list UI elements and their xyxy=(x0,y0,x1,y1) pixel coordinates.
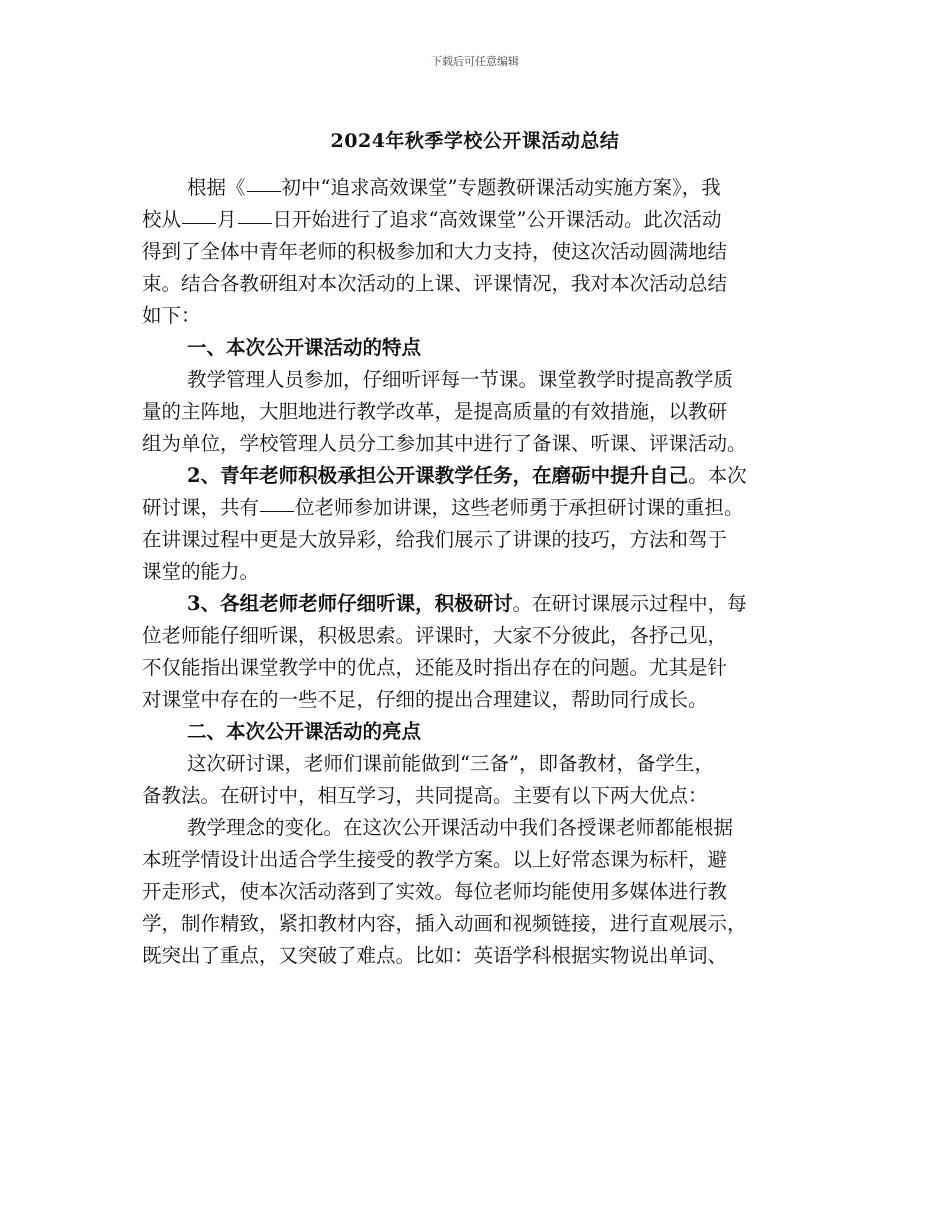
p1-line-1: 教学管理人员参加，仔细听评每一节课。课堂教学时提高教学质 xyxy=(187,368,734,391)
p2-line-3: 在讲课过程中更是大放异彩，给我们展示了讲课的技巧，方法和驾于 xyxy=(142,528,728,551)
p3-bold-lead: 3、各组老师老师仔细听课，积极研讨 xyxy=(187,592,513,615)
p4-line-2: 备教法。在研讨中，相互学习，共同提高。主要有以下两大优点： xyxy=(142,784,708,807)
p1-line-2: 量的主阵地，大胆地进行教学改革，是提高质量的有效措施，以教研 xyxy=(142,400,728,423)
fill-blank xyxy=(247,172,281,192)
p5-line-3: 开走形式，使本次活动落到了实效。每位老师均能使用多媒体进行教 xyxy=(142,880,728,903)
document-body xyxy=(142,172,822,972)
intro-line-2: 校从 月 日开始进行了追求“高效课堂”公开课活动。此次活动 xyxy=(142,204,822,236)
intro-line-5: 如下： xyxy=(142,304,201,327)
p1-line-3: 组为单位，学校管理人员分工参加其中进行了备课、听课、评课活动。 xyxy=(142,432,747,455)
fill-blank xyxy=(260,492,294,512)
p3-line-3: 不仅能指出课堂教学中的优点，还能及时指出存在的问题。尤其是针 xyxy=(142,656,728,679)
p5-line-2: 本班学情设计出适合学生接受的教学方案。以上好常态课为标杆，避 xyxy=(142,848,728,871)
fill-blank xyxy=(238,204,272,224)
p3-line-4: 对课堂中存在的一些不足，仔细的提出合理建议，帮助同行成长。 xyxy=(142,688,708,711)
p5-line-1: 教学理念的变化。在这次公开课活动中我们各授课老师都能根据 xyxy=(187,816,734,839)
p2-bold-lead: 2、青年老师积极承担公开课教学任务，在磨砺中提升自己 xyxy=(187,464,689,487)
p5-line-4: 学，制作精致，紧扣教材内容，插入动画和视频链接，进行直观展示， xyxy=(142,912,747,935)
intro-line-1: 根据《 初中“追求高效课堂”专题教研课活动实施方案》，我 xyxy=(142,172,822,204)
fill-blank xyxy=(182,204,216,224)
p3-line-2: 位老师能仔细听课，积极思索。评课时，大家不分彼此，各抒己见， xyxy=(142,624,728,647)
section-heading-1: 一、本次公开课活动的特点 xyxy=(187,336,422,359)
p2-line-2: 研讨课，共有 位老师参加讲课，这些老师勇于承担研讨课的重担。 xyxy=(142,492,822,524)
intro-line-3: 得到了全体中青年老师的积极参加和大力支持，使这次活动圆满地结 xyxy=(142,240,728,263)
intro-line-4: 束。结合各教研组对本次活动的上课、评课情况，我对本次活动总结 xyxy=(142,272,728,295)
section-heading-2: 二、本次公开课活动的亮点 xyxy=(187,720,422,743)
p2-line-1: 2、青年老师积极承担公开课教学任务，在磨砺中提升自己。本次 xyxy=(187,464,747,487)
p5-line-5: 既突出了重点，又突破了难点。比如：英语学科根据实物说出单词、 xyxy=(142,944,728,967)
p2-line-4: 课堂的能力。 xyxy=(142,560,260,583)
p4-line-1: 这次研讨课，老师们课前能做到“三备”，即备教材，备学生， xyxy=(187,752,714,775)
document-title: 2024年秋季学校公开课活动总结 xyxy=(330,130,620,152)
header-note: 下载后可任意编辑 xyxy=(431,55,519,68)
p3-line-1: 3、各组老师老师仔细听课，积极研讨。在研讨课展示过程中，每 xyxy=(187,592,747,615)
